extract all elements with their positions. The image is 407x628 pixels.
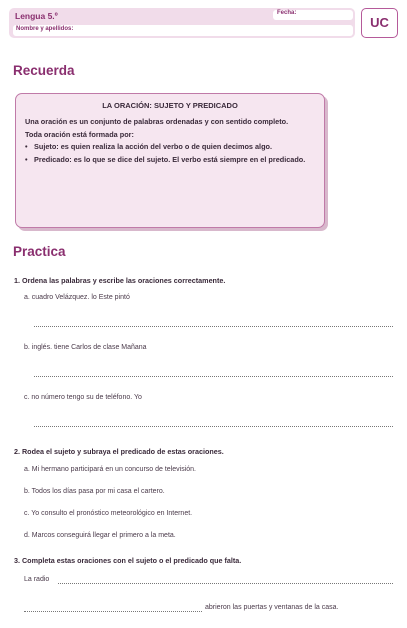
q1-answer-line-b[interactable] [34, 376, 393, 377]
q2-item-a[interactable]: a. Mi hermano participará en un concurso de televisión. [24, 466, 196, 473]
q1-item-c: c. no número tengo su de teléfono. Yo [24, 394, 142, 401]
q2-item-d[interactable]: d. Marcos conseguirá llegar el primero a la meta. [24, 532, 176, 539]
q3-line-1-text: La radio [24, 576, 50, 583]
q1-answer-line-a[interactable] [34, 326, 393, 327]
q2-item-c[interactable]: c. Yo consulto el pronóstico meteorológico en Internet. [24, 510, 193, 517]
date-field[interactable] [273, 10, 353, 20]
section-title-practica: Practica [13, 244, 66, 259]
concept-box-title: LA ORACIÓN: SUJETO Y PREDICADO [102, 101, 238, 110]
concept-intro: Toda oración está formada por: [25, 129, 134, 139]
concept-definition: Una oración es un conjunto de palabras ordenadas y con sentido completo. [25, 117, 289, 126]
concept-bullet-sujeto: • Sujeto: es quien realiza la acción del verbo o de quien decimos algo. [25, 142, 315, 152]
q3-answer-line-2[interactable] [24, 611, 202, 612]
q1-item-a: a. cuadro Velázquez. lo Este pintó [24, 294, 130, 301]
concept-box [15, 93, 325, 228]
q2-item-b[interactable]: b. Todos los días pasa por mi casa el cartero. [24, 488, 165, 495]
header-info-panel [9, 8, 355, 38]
q3-answer-line-1[interactable] [58, 583, 393, 584]
question-2: 2. Rodea el sujeto y subraya el predicado de estas oraciones. [14, 447, 224, 456]
q1-answer-line-c[interactable] [34, 426, 393, 427]
question-3: 3. Completa estas oraciones con el sujeto o el predicado que falta. [14, 556, 242, 565]
section-title-recuerda: Recuerda [13, 63, 75, 78]
unit-code-badge: UC [361, 8, 398, 38]
question-1: 1. Ordena las palabras y escribe las oraciones correctamente. [14, 276, 226, 285]
concept-bullet-predicado: • Predicado: es lo que se dice del sujeto. El verbo está siempre en el predicado. [25, 155, 315, 165]
date-label: Fecha: [277, 10, 297, 16]
name-label: Nombre y apellidos: [16, 26, 74, 32]
subject-label: Lengua 5.º [15, 11, 58, 21]
worksheet-header [9, 8, 398, 38]
q3-line-2-text: abrieron las puertas y ventanas de la casa. [205, 604, 339, 611]
q1-item-b: b. inglés. tiene Carlos de clase Mañana [24, 344, 147, 351]
name-field[interactable] [13, 25, 353, 36]
